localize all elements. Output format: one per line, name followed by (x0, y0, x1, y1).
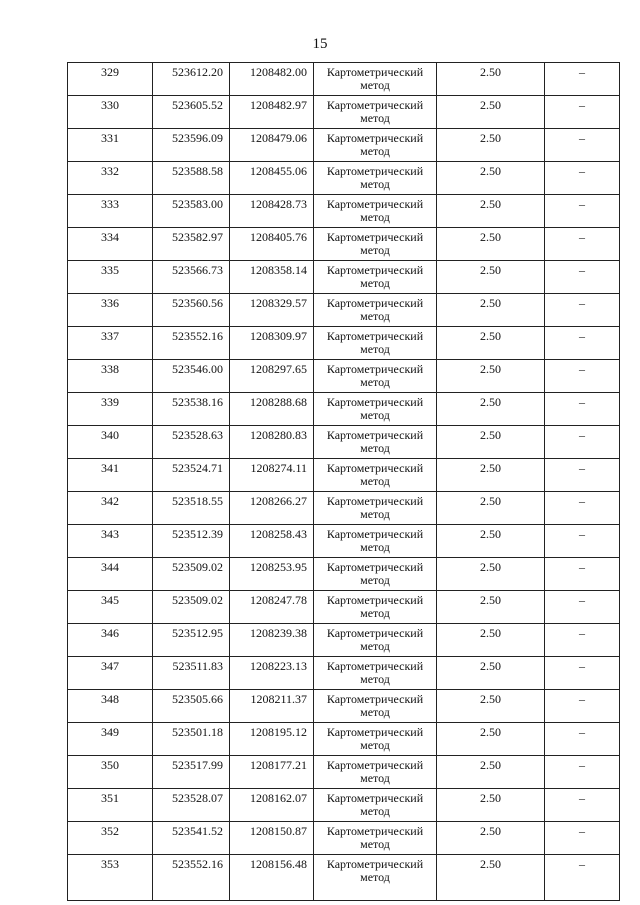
method-line1: Картометрический (326, 725, 424, 739)
method-cell (314, 393, 437, 426)
accuracy-cell: 2.50 (437, 558, 545, 591)
point-number-cell: 342 (68, 492, 153, 525)
accuracy-cell: 2.50 (437, 492, 545, 525)
x-coordinate-cell: 523512.95 (153, 624, 230, 657)
accuracy-cell: 2.50 (437, 162, 545, 195)
point-number-cell: 335 (68, 261, 153, 294)
method-cell (314, 426, 437, 459)
table-row (68, 162, 620, 195)
method-line1: Картометрический (326, 65, 424, 79)
method-cell (314, 129, 437, 162)
extra-cell: – (545, 63, 620, 96)
table-row (68, 360, 620, 393)
page-number: 15 (312, 36, 328, 52)
method-line1: Картометрический (326, 362, 424, 376)
accuracy-cell: 2.50 (437, 822, 545, 855)
x-coordinate-cell: 523509.02 (153, 558, 230, 591)
point-number-cell: 340 (68, 426, 153, 459)
x-coordinate-cell: 523596.09 (153, 129, 230, 162)
y-coordinate-cell: 1208482.00 (230, 63, 314, 96)
y-coordinate-cell: 1208428.73 (230, 195, 314, 228)
point-number-cell: 341 (68, 459, 153, 492)
point-number-cell: 329 (68, 63, 153, 96)
y-coordinate-cell: 1208266.27 (230, 492, 314, 525)
x-coordinate-cell: 523524.71 (153, 459, 230, 492)
x-coordinate-cell: 523552.16 (153, 327, 230, 360)
method-line1: Картометрический (326, 659, 424, 673)
method-line1: Картометрический (326, 197, 424, 211)
y-coordinate-cell: 1208358.14 (230, 261, 314, 294)
method-line1: Картометрический (326, 263, 424, 277)
accuracy-cell: 2.50 (437, 789, 545, 822)
extra-cell: – (545, 162, 620, 195)
extra-cell: – (545, 855, 620, 901)
method-cell (314, 855, 437, 901)
method-line2: метод (360, 276, 390, 290)
table-row (68, 789, 620, 822)
extra-cell: – (545, 657, 620, 690)
table-row (68, 624, 620, 657)
point-number-cell: 346 (68, 624, 153, 657)
extra-cell: – (545, 690, 620, 723)
method-cell (314, 228, 437, 261)
point-number-cell: 345 (68, 591, 153, 624)
method-line1: Картометрический (326, 164, 424, 178)
method-line1: Картометрический (326, 230, 424, 244)
method-line2: метод (360, 177, 390, 191)
table-row (68, 525, 620, 558)
method-cell (314, 525, 437, 558)
y-coordinate-cell: 1208223.13 (230, 657, 314, 690)
accuracy-cell: 2.50 (437, 261, 545, 294)
x-coordinate-cell: 523528.63 (153, 426, 230, 459)
y-coordinate-cell: 1208309.97 (230, 327, 314, 360)
method-cell (314, 756, 437, 789)
extra-cell: – (545, 129, 620, 162)
point-number-cell: 333 (68, 195, 153, 228)
table-row (68, 591, 620, 624)
method-cell (314, 723, 437, 756)
method-line1: Картометрический (326, 395, 424, 409)
method-line2: метод (360, 309, 390, 323)
method-line1: Картометрический (326, 296, 424, 310)
y-coordinate-cell: 1208329.57 (230, 294, 314, 327)
y-coordinate-cell: 1208280.83 (230, 426, 314, 459)
method-cell (314, 261, 437, 294)
table-row (68, 96, 620, 129)
table-row (68, 129, 620, 162)
method-line2: метод (360, 375, 390, 389)
method-line2: метод (360, 573, 390, 587)
method-line2: метод (360, 606, 390, 620)
table-row (68, 690, 620, 723)
extra-cell: – (545, 327, 620, 360)
accuracy-cell: 2.50 (437, 855, 545, 901)
accuracy-cell: 2.50 (437, 294, 545, 327)
x-coordinate-cell: 523552.16 (153, 855, 230, 901)
extra-cell: – (545, 789, 620, 822)
y-coordinate-cell: 1208479.06 (230, 129, 314, 162)
table-row (68, 723, 620, 756)
table-row (68, 426, 620, 459)
point-number-cell: 352 (68, 822, 153, 855)
method-line2: метод (360, 210, 390, 224)
extra-cell: – (545, 525, 620, 558)
point-number-cell: 334 (68, 228, 153, 261)
x-coordinate-cell: 523546.00 (153, 360, 230, 393)
method-cell (314, 789, 437, 822)
method-cell (314, 591, 437, 624)
extra-cell: – (545, 591, 620, 624)
extra-cell: – (545, 756, 620, 789)
extra-cell: – (545, 822, 620, 855)
y-coordinate-cell: 1208482.97 (230, 96, 314, 129)
method-line2: метод (360, 672, 390, 686)
point-number-cell: 336 (68, 294, 153, 327)
extra-cell: – (545, 294, 620, 327)
accuracy-cell: 2.50 (437, 723, 545, 756)
point-number-cell: 339 (68, 393, 153, 426)
y-coordinate-cell: 1208258.43 (230, 525, 314, 558)
extra-cell: – (545, 723, 620, 756)
method-cell (314, 624, 437, 657)
x-coordinate-cell: 523612.20 (153, 63, 230, 96)
accuracy-cell: 2.50 (437, 63, 545, 96)
x-coordinate-cell: 523518.55 (153, 492, 230, 525)
y-coordinate-cell: 1208288.68 (230, 393, 314, 426)
point-number-cell: 338 (68, 360, 153, 393)
method-cell (314, 63, 437, 96)
x-coordinate-cell: 523505.66 (153, 690, 230, 723)
method-line2: метод (360, 771, 390, 785)
extra-cell: – (545, 558, 620, 591)
point-number-cell: 348 (68, 690, 153, 723)
method-cell (314, 492, 437, 525)
accuracy-cell: 2.50 (437, 96, 545, 129)
x-coordinate-cell: 523583.00 (153, 195, 230, 228)
table-row (68, 63, 620, 96)
accuracy-cell: 2.50 (437, 459, 545, 492)
method-line1: Картометрический (326, 329, 424, 343)
method-line1: Картометрический (326, 98, 424, 112)
method-cell (314, 327, 437, 360)
method-line1: Картометрический (326, 626, 424, 640)
point-number-cell: 331 (68, 129, 153, 162)
method-line1: Картометрический (326, 824, 424, 838)
method-line1: Картометрический (326, 758, 424, 772)
accuracy-cell: 2.50 (437, 327, 545, 360)
method-line2: метод (360, 342, 390, 356)
x-coordinate-cell: 523541.52 (153, 822, 230, 855)
method-line2: метод (360, 474, 390, 488)
x-coordinate-cell: 523511.83 (153, 657, 230, 690)
accuracy-cell: 2.50 (437, 690, 545, 723)
extra-cell: – (545, 426, 620, 459)
method-cell (314, 459, 437, 492)
y-coordinate-cell: 1208297.65 (230, 360, 314, 393)
table-row (68, 228, 620, 261)
method-line1: Картометрический (326, 494, 424, 508)
point-number-cell: 349 (68, 723, 153, 756)
accuracy-cell: 2.50 (437, 624, 545, 657)
x-coordinate-cell: 523528.07 (153, 789, 230, 822)
method-line2: метод (360, 870, 390, 884)
x-coordinate-cell: 523512.39 (153, 525, 230, 558)
point-number-cell: 344 (68, 558, 153, 591)
y-coordinate-cell: 1208150.87 (230, 822, 314, 855)
y-coordinate-cell: 1208156.48 (230, 855, 314, 901)
method-line2: метод (360, 78, 390, 92)
method-line1: Картометрический (326, 593, 424, 607)
table-row (68, 756, 620, 789)
method-line2: метод (360, 408, 390, 422)
x-coordinate-cell: 523501.18 (153, 723, 230, 756)
method-line1: Картометрический (326, 560, 424, 574)
method-line2: метод (360, 144, 390, 158)
extra-cell: – (545, 459, 620, 492)
method-line2: метод (360, 804, 390, 818)
y-coordinate-cell: 1208195.12 (230, 723, 314, 756)
table-row (68, 459, 620, 492)
table-row (68, 558, 620, 591)
point-number-cell: 350 (68, 756, 153, 789)
accuracy-cell: 2.50 (437, 129, 545, 162)
method-cell (314, 690, 437, 723)
point-number-cell: 337 (68, 327, 153, 360)
method-line2: метод (360, 705, 390, 719)
y-coordinate-cell: 1208239.38 (230, 624, 314, 657)
method-cell (314, 195, 437, 228)
x-coordinate-cell: 523517.99 (153, 756, 230, 789)
y-coordinate-cell: 1208405.76 (230, 228, 314, 261)
point-number-cell: 351 (68, 789, 153, 822)
table-row (68, 327, 620, 360)
method-line2: метод (360, 111, 390, 125)
y-coordinate-cell: 1208274.11 (230, 459, 314, 492)
extra-cell: – (545, 492, 620, 525)
method-cell (314, 360, 437, 393)
x-coordinate-cell: 523588.58 (153, 162, 230, 195)
extra-cell: – (545, 195, 620, 228)
y-coordinate-cell: 1208162.07 (230, 789, 314, 822)
x-coordinate-cell: 523566.73 (153, 261, 230, 294)
method-line1: Картометрический (326, 131, 424, 145)
x-coordinate-cell: 523560.56 (153, 294, 230, 327)
accuracy-cell: 2.50 (437, 393, 545, 426)
x-coordinate-cell: 523538.16 (153, 393, 230, 426)
table-row (68, 492, 620, 525)
extra-cell: – (545, 393, 620, 426)
extra-cell: – (545, 261, 620, 294)
table-row (68, 393, 620, 426)
method-line2: метод (360, 639, 390, 653)
extra-cell: – (545, 228, 620, 261)
method-line2: метод (360, 243, 390, 257)
y-coordinate-cell: 1208455.06 (230, 162, 314, 195)
method-cell (314, 96, 437, 129)
method-line2: метод (360, 507, 390, 521)
method-cell (314, 294, 437, 327)
table-row (68, 822, 620, 855)
y-coordinate-cell: 1208211.37 (230, 690, 314, 723)
method-line1: Картометрический (326, 857, 424, 871)
accuracy-cell: 2.50 (437, 657, 545, 690)
method-line2: метод (360, 441, 390, 455)
extra-cell: – (545, 360, 620, 393)
extra-cell: – (545, 624, 620, 657)
method-cell (314, 657, 437, 690)
method-line2: метод (360, 738, 390, 752)
table-row (68, 195, 620, 228)
coordinates-table-body (68, 63, 620, 901)
table-row (68, 855, 620, 901)
point-number-cell: 347 (68, 657, 153, 690)
accuracy-cell: 2.50 (437, 591, 545, 624)
accuracy-cell: 2.50 (437, 195, 545, 228)
table-row (68, 657, 620, 690)
coordinates-table (67, 62, 620, 901)
point-number-cell: 332 (68, 162, 153, 195)
y-coordinate-cell: 1208253.95 (230, 558, 314, 591)
accuracy-cell: 2.50 (437, 756, 545, 789)
point-number-cell: 330 (68, 96, 153, 129)
point-number-cell: 343 (68, 525, 153, 558)
accuracy-cell: 2.50 (437, 360, 545, 393)
x-coordinate-cell: 523582.97 (153, 228, 230, 261)
x-coordinate-cell: 523509.02 (153, 591, 230, 624)
table-row (68, 294, 620, 327)
accuracy-cell: 2.50 (437, 426, 545, 459)
method-line2: метод (360, 540, 390, 554)
method-cell (314, 822, 437, 855)
x-coordinate-cell: 523605.52 (153, 96, 230, 129)
table-row (68, 261, 620, 294)
point-number-cell: 353 (68, 855, 153, 901)
method-cell (314, 558, 437, 591)
extra-cell: – (545, 96, 620, 129)
method-line2: метод (360, 837, 390, 851)
accuracy-cell: 2.50 (437, 525, 545, 558)
method-line1: Картометрический (326, 428, 424, 442)
method-line1: Картометрический (326, 692, 424, 706)
y-coordinate-cell: 1208177.21 (230, 756, 314, 789)
accuracy-cell: 2.50 (437, 228, 545, 261)
method-line1: Картометрический (326, 461, 424, 475)
method-line1: Картометрический (326, 791, 424, 805)
method-cell (314, 162, 437, 195)
y-coordinate-cell: 1208247.78 (230, 591, 314, 624)
method-line1: Картометрический (326, 527, 424, 541)
